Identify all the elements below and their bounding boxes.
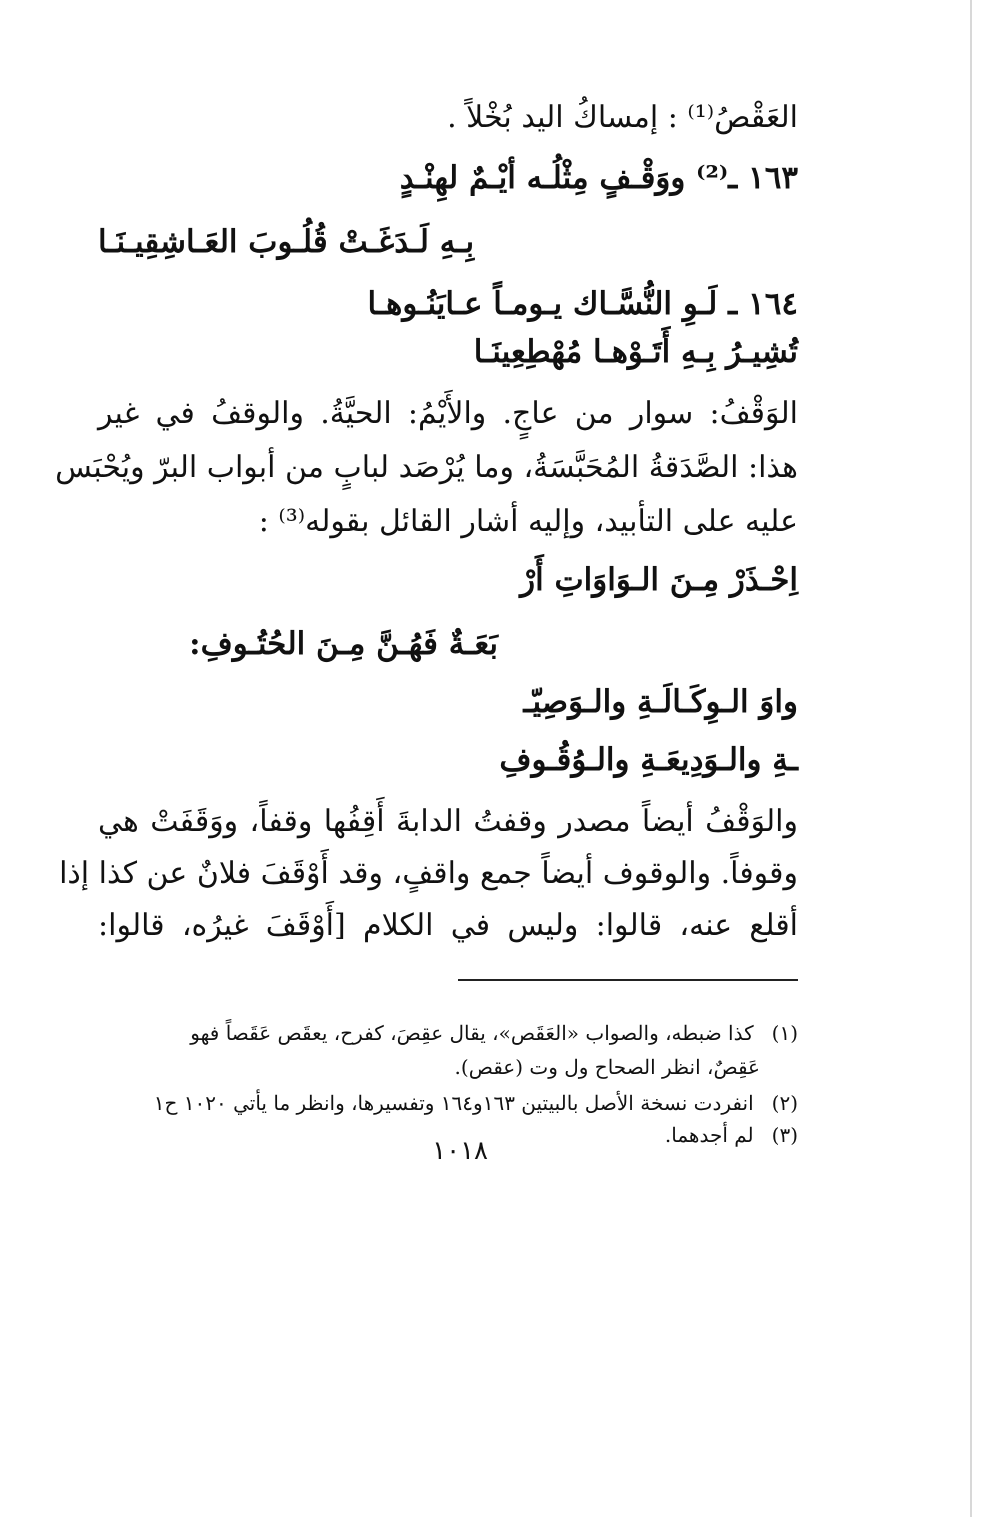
verse-164-first-hemistich: ١٦٤ ـ لَـوِ النُّسَّـاك يـومـاً عـايَنُـوهـا bbox=[367, 286, 798, 322]
commentary-line: الوَقْفُ: سوار من عاجٍ. والأَيْمُ: الحيَّةُ. والوقفُ في غير bbox=[98, 396, 798, 431]
verse-164-second-hemistich: تُشِيـرُ بِـهِ أَتَـوْهـا مُهْطِعِينَـا bbox=[473, 334, 798, 370]
footnote-number: (٣) bbox=[771, 1123, 798, 1147]
footnote-separator bbox=[458, 979, 798, 981]
footnote-number: (٢) bbox=[771, 1091, 798, 1115]
poem-line: ـةِ والـوَدِيعَـةِ والـوُقُـوفِ bbox=[499, 742, 798, 778]
footnote-text: عَقِصٌ، انظر الصحاح ول وت (عقص). bbox=[454, 1055, 760, 1079]
page-number: ١٠١٨ bbox=[432, 1136, 488, 1166]
verse-163-second-hemistich: بِـهِ لَـدَغَـتْ قُلُـوبَ العَـاشِقِيـنَـا bbox=[98, 224, 475, 260]
commentary-line: أقلع عنه، قالوا: وليس في الكلام [أَوْقَفَ غيرُه، قالوا: bbox=[98, 908, 798, 943]
footnote-2 bbox=[98, 1086, 798, 1120]
poem-line: بَعَـةٌ فَهُـنَّ مِـنَ الحُتُـوفِ: bbox=[189, 626, 498, 662]
footnote-number: (١) bbox=[771, 1021, 798, 1045]
footnote-text: انفردت نسخة الأصل بالبيتين ١٦٣و١٦٤ وتفسيرها، وانظر ما يأتي ١٠٢٠ ح١ bbox=[153, 1091, 754, 1115]
verse-163-first-hemistich: ١٦٣ ـ⁽²⁾ ووَقْـفٍ مِثْلُـه أيْـمٌ لهِنْـدٍ bbox=[399, 160, 798, 196]
footnote-text: لم أجدهما. bbox=[664, 1123, 754, 1147]
definition-line: العَقْصُ⁽¹⁾ : إمساكُ اليد بُخْلاً . bbox=[447, 100, 798, 135]
page-edge bbox=[970, 0, 972, 1517]
commentary-line: هذا: الصَّدَقةُ المُحَبَّسَةُ، وما يُرْصَد لبابٍ من أبواب البرّ ويُحْبَس bbox=[55, 450, 798, 485]
footnote-text: كذا ضبطه، والصواب «العَقَص»، يقال عقِصَ، كفرح، يعقَص عَقَصاً فهو bbox=[190, 1021, 754, 1045]
commentary-line: وقوفاً. والوقوف أيضاً جمع واقفٍ، وقد أَوْقَفَ فلانٌ عن كذا إذا bbox=[59, 856, 798, 891]
footnote-1-continued bbox=[98, 1050, 760, 1084]
footnote-1 bbox=[98, 1016, 798, 1050]
commentary-line: والوَقْفُ أيضاً مصدر وقفتُ الدابةَ أَقِفُها وقفاً، ووَقَفَتْ هي bbox=[98, 804, 798, 839]
commentary-line: عليه على التأبيد، وإليه أشار القائل بقوله⁽³⁾ : bbox=[258, 504, 798, 539]
poem-line: واوَ الـوِكَـالَـةِ والـوَصِيّـ bbox=[523, 684, 798, 720]
poem-line: اِحْـذَرْ مِـنَ الـوَاوَاتِ أَرْ bbox=[520, 562, 798, 598]
